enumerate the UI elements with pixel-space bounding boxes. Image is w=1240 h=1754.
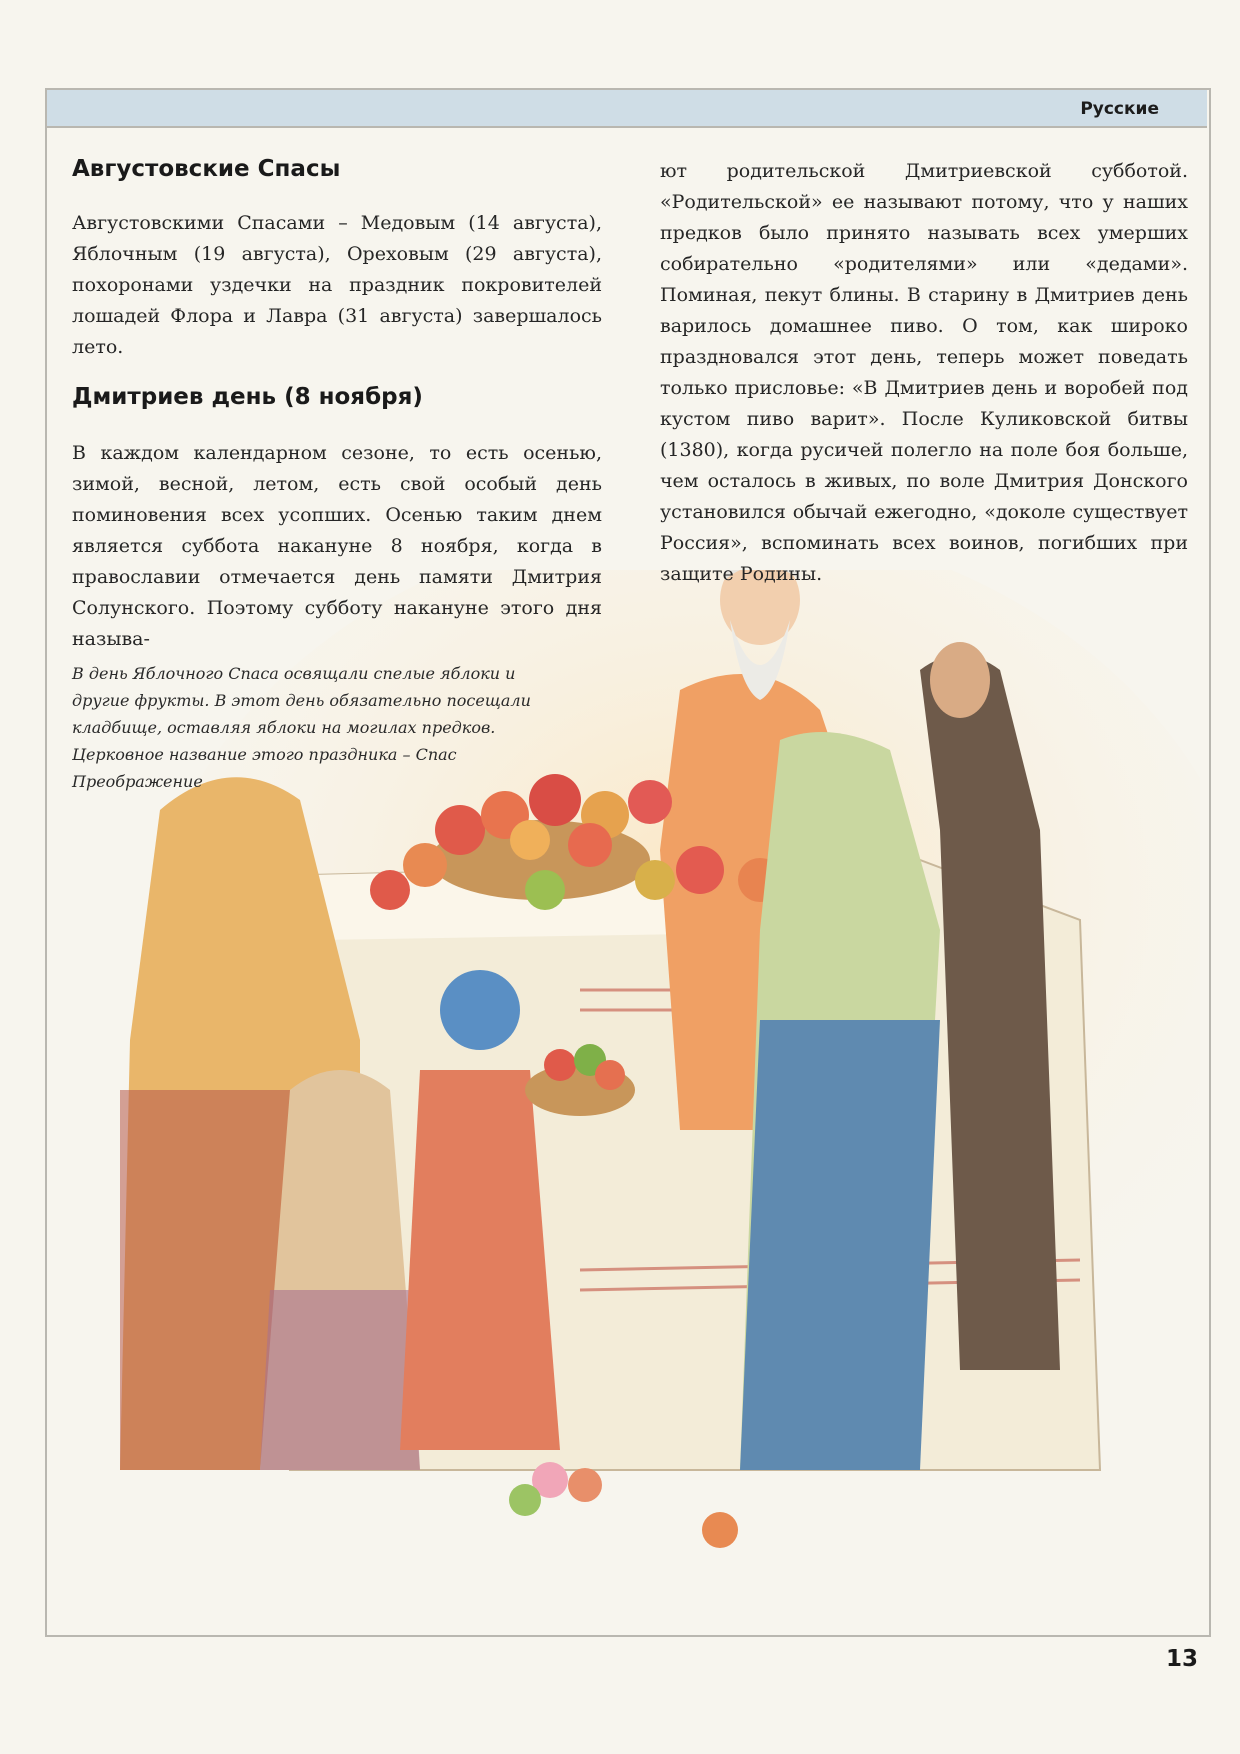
paragraph-avgustovskie: Августовскими Спасами – Медовым (14 августа), Яблочным (19 августа), Ореховым (29 августа), похоронами уздечки на праздник покровителей лошадей Флора и Лавра (31 августа) завершалось лето. <box>72 212 602 358</box>
heading-avgustovskie-spasy: Августовские Спасы <box>72 156 341 182</box>
page-number: 13 <box>1165 1646 1198 1672</box>
section-title: Русские <box>1080 99 1159 119</box>
paragraph-dmitriev-1: В каждом календарном сезоне, то есть осенью, зимой, весной, летом, есть свой особый день поминовения всех усопших. Осенью таким днем является суббота накануне 8 ноября, когда в православии отмечается день памяти Дмитрия Солунского. Поэтому субботу накануне этого дня называ- <box>72 442 602 650</box>
paragraph-dmitriev-2: ют родительской Дмитриевской субботой. «Родительской» ее называют потому, что у наших предков было принято называть всех умерших собирательно «родителями» или «дедами». Поминая, пекут блины. В старину в Дмитриев день варилось домашнее пиво. О том, как широко праздновался этот день, теперь может поведать только присловье: «В Дмитриев день и воробей под кустом пиво варит». После Куликовской битвы (1380), когда русичей полегло на поле боя больше, чем осталось в живых, по воле Дмитрия Донского установился обычай ежегодно, «доколе существует Россия», вспоминать всех воинов, погибших при защите Родины. <box>660 160 1188 585</box>
heading-dmitriev-den: Дмитриев день (8 ноября) <box>72 384 423 410</box>
illustration-caption: В день Яблочного Спаса освящали спелые яблоки и другие фрукты. В этот день обязательно посещали кладбище, оставляя яблоки на могилах предков. Церковное название этого праздника – Спас Преображение <box>72 664 531 791</box>
header-bar <box>47 90 1207 128</box>
